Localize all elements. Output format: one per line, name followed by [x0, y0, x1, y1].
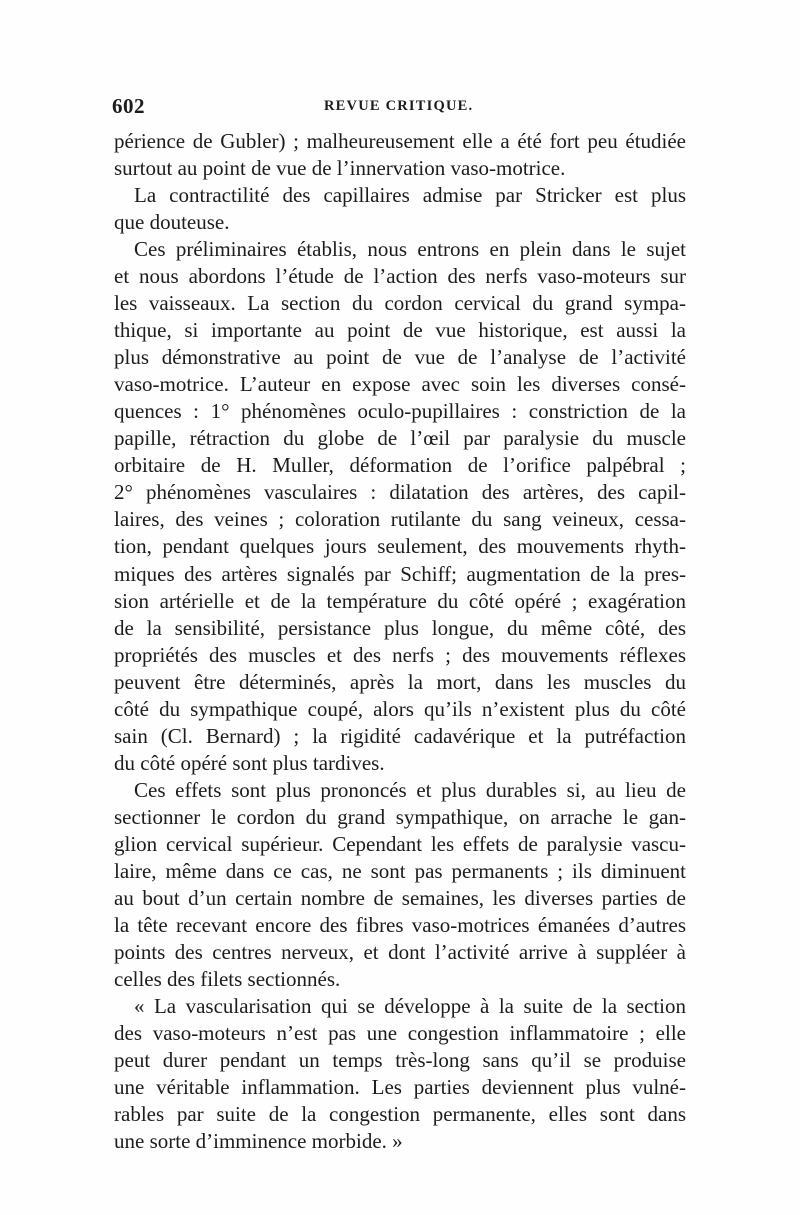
- text-line: périence de Gubler) ; malheureusement elle a été fort peu étudiée: [114, 129, 686, 153]
- text-line: la tête recevant encore des fibres vaso-motrices émanées d’autres: [114, 912, 686, 937]
- text-line: sion artérielle et de la température du côté opéré ; exagération: [114, 588, 686, 613]
- text-line: celles des filets sectionnés.: [114, 966, 341, 991]
- text-line: Ces préliminaires établis, nous entrons en plein dans le sujet: [134, 237, 686, 262]
- text-line: rables par suite de la congestion permanente, elles sont dans: [114, 1102, 686, 1127]
- text-line: glion cervical supérieur. Cependant les effets de paralysie vascu-: [114, 831, 686, 856]
- text-line: papille, rétraction du globe de l’œil par paralysie du muscle: [114, 426, 686, 451]
- text-line: miques des artères signalés par Schiff; augmentation de la pres-: [114, 561, 686, 586]
- text-line: que douteuse.: [114, 210, 230, 235]
- page-number: 602: [112, 94, 145, 118]
- text-line: plus démonstrative au point de vue de l’analyse de l’activité: [114, 345, 686, 370]
- text-line: au bout d’un certain nombre de semaines, les diverses parties de: [114, 885, 686, 910]
- text-line: La contractilité des capillaires admise par Stricker est plus: [134, 183, 686, 208]
- text-line: peuvent être déterminés, après la mort, dans les muscles du: [114, 669, 686, 694]
- text-line: 2° phénomènes vasculaires : dilatation des artères, des capil-: [114, 480, 686, 505]
- text-line: du côté opéré sont plus tardives.: [114, 750, 385, 775]
- text-line: points des centres nerveux, et dont l’activité arrive à suppléer à: [114, 939, 686, 964]
- text-line: et nous abordons l’étude de l’action des nerfs vaso-moteurs sur: [114, 264, 686, 289]
- text-line: surtout au point de vue de l’innervation vaso-motrice.: [114, 156, 566, 181]
- text-line: orbitaire de H. Muller, déformation de l’orifice palpébral ;: [114, 453, 686, 478]
- running-head: [112, 94, 688, 120]
- text-line: sain (Cl. Bernard) ; la rigidité cadavérique et la putréfaction: [114, 723, 686, 748]
- text-line: « La vascularisation qui se développe à la suite de la section: [134, 994, 686, 1018]
- text-line: vaso-motrice. L’auteur en expose avec soin les diverses consé-: [114, 372, 686, 397]
- text-line: côté du sympathique coupé, alors qu’ils n’existent plus du côté: [114, 696, 686, 721]
- body-text: [114, 128, 686, 1155]
- journal-title: REVUE CRITIQUE.: [324, 98, 474, 114]
- text-line: peut durer pendant un temps très-long sans qu’il se produise: [114, 1048, 686, 1073]
- text-line: Ces effets sont plus prononcés et plus durables si, au lieu de: [134, 777, 686, 802]
- text-line: thique, si importante au point de vue historique, est aussi la: [114, 318, 686, 343]
- text-line: laire, même dans ce cas, ne sont pas permanents ; ils diminuent: [114, 858, 686, 883]
- text-line: laires, des veines ; coloration rutilante du sang veineux, cessa-: [114, 507, 686, 532]
- text-line: des vaso-moteurs n’est pas une congestion inflammatoire ; elle: [114, 1021, 686, 1046]
- text-line: une véritable inflammation. Les parties deviennent plus vulné-: [114, 1075, 686, 1100]
- text-line: les vaisseaux. La section du cordon cervical du grand sympa-: [114, 291, 686, 316]
- text-line: propriétés des muscles et des nerfs ; des mouvements réflexes: [114, 642, 686, 667]
- text-line: quences : 1° phénomènes oculo-pupillaires : constriction de la: [114, 399, 686, 424]
- text-line: une sorte d’imminence morbide. »: [114, 1129, 403, 1154]
- text-line: de la sensibilité, persistance plus longue, du même côté, des: [114, 615, 686, 640]
- text-line: sectionner le cordon du grand sympathique, on arrache le gan-: [114, 804, 686, 829]
- text-line: tion, pendant quelques jours seulement, des mouvements rhyth-: [114, 534, 686, 559]
